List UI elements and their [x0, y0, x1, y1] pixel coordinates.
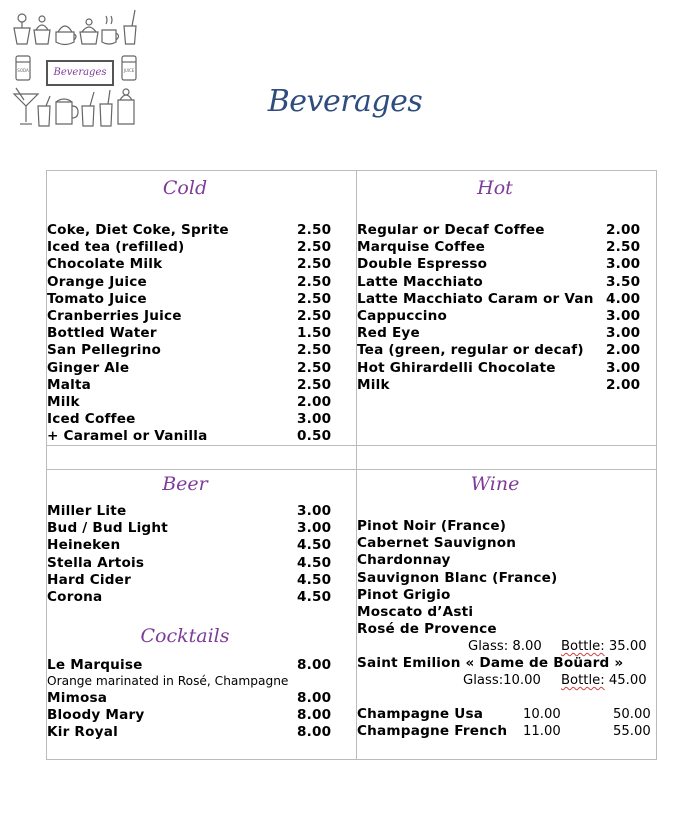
- item-name: Iced Coffee: [47, 411, 136, 428]
- item-name: Sauvignon Blanc (France): [357, 569, 558, 586]
- item-price: 2.50: [297, 239, 332, 256]
- item-name: Milk: [357, 376, 390, 393]
- item-price: 4.50: [297, 537, 332, 554]
- item-price: 3.50: [606, 273, 641, 290]
- glass-label: Glass:: [468, 639, 509, 654]
- wine-name: Saint Emilion « Dame de Boüard »: [357, 655, 624, 671]
- item-name: Miller Lite: [47, 503, 127, 519]
- glass-price: 8.00: [512, 639, 542, 654]
- item-price: 4.50: [297, 554, 332, 571]
- item-name: Double Espresso: [357, 256, 488, 273]
- item-name: San Pellegrino: [47, 342, 162, 359]
- item-name: Marquise Coffee: [357, 239, 486, 256]
- item-price: 2.00: [606, 376, 641, 393]
- cocktail-note: Orange marinated in Rosé, Champagne: [47, 674, 289, 688]
- item-price: 2.50: [297, 308, 332, 324]
- item-price: 8.00: [297, 724, 332, 740]
- champagne-glass-price: 10.00: [523, 707, 561, 722]
- bottle-label: Bottle:: [561, 673, 605, 688]
- item-name: Stella Artois: [47, 554, 145, 571]
- item-price: 2.50: [297, 222, 332, 238]
- wine-heading: Wine: [470, 473, 520, 495]
- cocktails-heading: Cocktails: [140, 625, 230, 647]
- champagne-bottle-price: 50.00: [613, 707, 651, 722]
- item-name: Latte Macchiato Caram or Van: [357, 290, 594, 307]
- item-price: 4.50: [297, 571, 332, 588]
- item-price: 8.00: [297, 690, 332, 706]
- item-name: Orange Juice: [47, 273, 147, 290]
- champagne-glass-price: 11.00: [523, 724, 561, 740]
- saint-emilion-glass-price: [463, 672, 541, 689]
- item-name: Regular or Decaf Coffee: [357, 222, 545, 238]
- hot-heading: Hot: [477, 177, 513, 199]
- item-price: 4.00: [606, 290, 641, 307]
- item-name: Red Eye: [357, 325, 420, 342]
- item-name: Hot Ghirardelli Chocolate: [357, 359, 556, 376]
- item-name: Chocolate Milk: [47, 256, 163, 273]
- item-price: 3.00: [297, 503, 332, 519]
- bottle-label: Bottle:: [561, 639, 605, 654]
- bottle-price: 35.00: [608, 639, 647, 654]
- item-name: + Caramel or Vanilla: [47, 428, 208, 445]
- row-divider: [47, 469, 656, 470]
- item-name: Heineken: [47, 537, 121, 554]
- champagne-bottle-price: 55.00: [613, 724, 651, 740]
- item-name: Malta: [47, 376, 92, 393]
- item-price: 3.00: [297, 411, 332, 428]
- item-price: 3.00: [606, 308, 641, 324]
- logo-label: Beverages: [46, 60, 114, 86]
- saint-emilion-bottle-price: [561, 672, 647, 689]
- item-price: 2.50: [297, 256, 332, 273]
- item-name: Pinot Noir (France): [357, 518, 507, 534]
- cold-heading: Cold: [162, 177, 208, 199]
- item-price: 4.50: [297, 589, 332, 605]
- item-price: 8.00: [297, 657, 332, 673]
- item-price: 0.50: [297, 428, 332, 445]
- item-name: Le Marquise: [47, 657, 143, 673]
- item-price: 3.00: [606, 359, 641, 376]
- item-name: Champagne French: [357, 723, 508, 740]
- item-price: 2.50: [297, 376, 332, 393]
- rose-glass-price: [468, 638, 542, 655]
- rose-bottle-price: [561, 638, 647, 655]
- item-name: Cranberries Juice: [47, 308, 182, 324]
- item-name: Champagne Usa: [357, 706, 484, 722]
- item-name: Iced tea (refilled): [47, 239, 185, 256]
- item-name: Cabernet Sauvignon: [357, 535, 517, 552]
- item-name: Latte Macchiato: [357, 273, 483, 290]
- item-price: 8.00: [297, 707, 332, 723]
- item-price: 3.00: [606, 325, 641, 342]
- glass-price: 10.00: [503, 673, 541, 688]
- item-name: Bottled Water: [47, 325, 157, 342]
- item-price: 2.00: [606, 222, 641, 238]
- item-name: Chardonnay: [357, 552, 451, 569]
- item-name: Tomato Juice: [47, 290, 147, 307]
- beer-heading: Beer: [162, 473, 208, 495]
- item-name: Pinot Grigio: [357, 586, 451, 603]
- item-name: Tea (green, regular or decaf): [357, 342, 584, 359]
- page-title: Beverages: [267, 84, 423, 119]
- item-name: Mimosa: [47, 690, 108, 706]
- item-price: 2.50: [297, 342, 332, 359]
- item-name: Bloody Mary: [47, 707, 145, 723]
- item-name: Corona: [47, 589, 103, 605]
- item-name: Moscato d’Asti: [357, 604, 474, 620]
- item-name: Kir Royal: [47, 724, 118, 740]
- item-price: 2.00: [297, 394, 332, 410]
- svg-text:JUICE: JUICE: [123, 68, 135, 73]
- item-price: 3.00: [606, 256, 641, 273]
- menu-table: [46, 170, 657, 760]
- item-price: 2.50: [297, 359, 332, 376]
- item-price: 1.50: [297, 325, 332, 342]
- item-name: Coke, Diet Coke, Sprite: [47, 222, 229, 238]
- glass-label: Glass:: [463, 673, 504, 688]
- beverages-logo: [10, 6, 142, 134]
- item-price: 2.50: [297, 290, 332, 307]
- item-price: 2.50: [297, 273, 332, 290]
- item-name: Hard Cider: [47, 571, 132, 588]
- item-price: 2.00: [606, 342, 641, 359]
- item-name: Bud / Bud Light: [47, 520, 168, 537]
- item-name: Rosé de Provence: [357, 621, 497, 638]
- item-name: Ginger Ale: [47, 359, 130, 376]
- item-name: Cappuccino: [357, 308, 448, 324]
- bottle-price: 45.00: [608, 673, 647, 688]
- item-price: 3.00: [297, 520, 332, 537]
- item-price: 2.50: [606, 239, 641, 256]
- svg-text:SODA: SODA: [17, 68, 29, 73]
- item-name: Milk: [47, 394, 80, 410]
